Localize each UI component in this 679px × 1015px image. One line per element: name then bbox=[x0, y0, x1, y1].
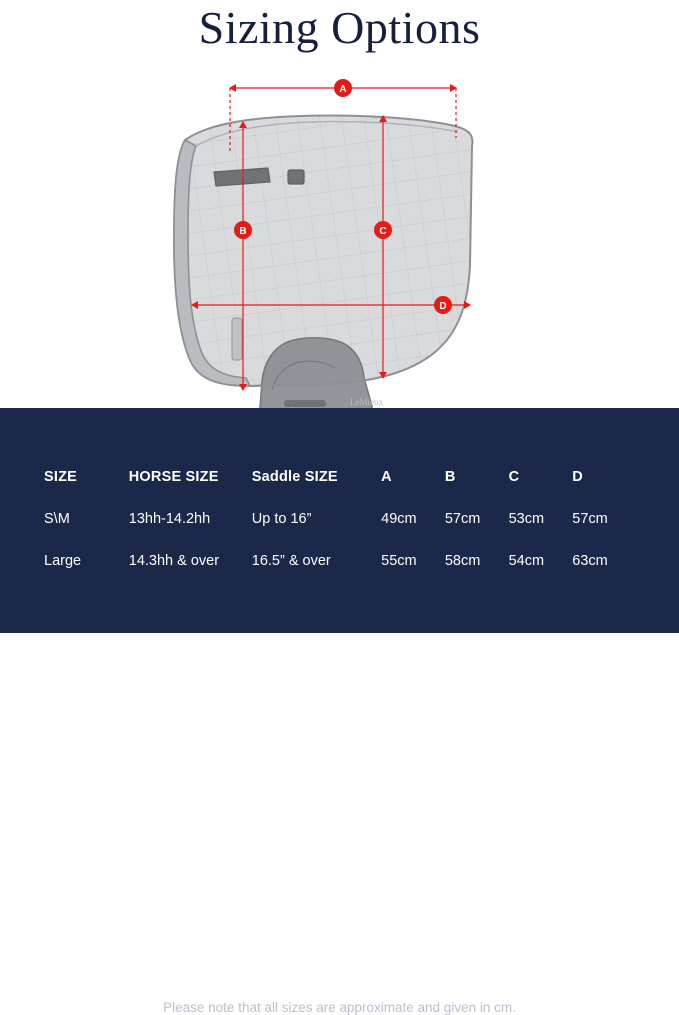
cell-size: S\M bbox=[44, 511, 70, 527]
cell-b: 57cm bbox=[444, 511, 481, 527]
cell-d: 57cm bbox=[572, 511, 608, 527]
table-header-row bbox=[44, 456, 636, 498]
svg-text:D: D bbox=[439, 301, 447, 312]
marker-b bbox=[234, 221, 252, 239]
marker-d bbox=[434, 296, 452, 314]
cell-a: 55cm bbox=[381, 553, 417, 569]
column-header-horse-size: HORSE SIZE bbox=[128, 469, 219, 485]
brand-mark: LeMieux bbox=[350, 397, 383, 407]
marker-c bbox=[374, 221, 392, 239]
cell-horse-size: 13hh-14.2hh bbox=[128, 511, 211, 527]
saddle-pad-shape bbox=[174, 115, 472, 410]
cell-b: 58cm bbox=[444, 553, 481, 569]
sizing-table bbox=[44, 456, 636, 582]
cell-horse-size: 14.3hh & over bbox=[128, 553, 220, 569]
column-header-size: SIZE bbox=[44, 469, 78, 485]
svg-text:C: C bbox=[379, 226, 387, 237]
table-row bbox=[44, 498, 636, 540]
saddle-pad-diagram bbox=[0, 60, 679, 410]
cell-a: 49cm bbox=[381, 511, 417, 527]
column-header-a: A bbox=[381, 469, 392, 485]
cell-saddle-size: Up to 16” bbox=[251, 511, 312, 527]
column-header-saddle-size: Saddle SIZE bbox=[251, 469, 338, 485]
column-header-b: B bbox=[444, 469, 456, 485]
footnote-text: Please note that all sizes are approximate and given in cm. bbox=[163, 1000, 516, 1015]
cell-d: 63cm bbox=[572, 553, 608, 569]
sizing-table-panel bbox=[0, 408, 679, 1015]
cell-c: 53cm bbox=[508, 511, 545, 527]
svg-text:B: B bbox=[239, 226, 247, 237]
column-header-d: D bbox=[572, 469, 583, 485]
cell-c: 54cm bbox=[508, 553, 545, 569]
column-header-c: C bbox=[508, 469, 520, 485]
cell-saddle-size: 16.5” & over bbox=[251, 553, 331, 569]
cell-size: Large bbox=[44, 553, 82, 569]
page-title: Sizing Options bbox=[198, 2, 481, 53]
svg-text:A: A bbox=[339, 84, 347, 95]
table-row bbox=[44, 540, 636, 582]
marker-a bbox=[334, 79, 352, 97]
